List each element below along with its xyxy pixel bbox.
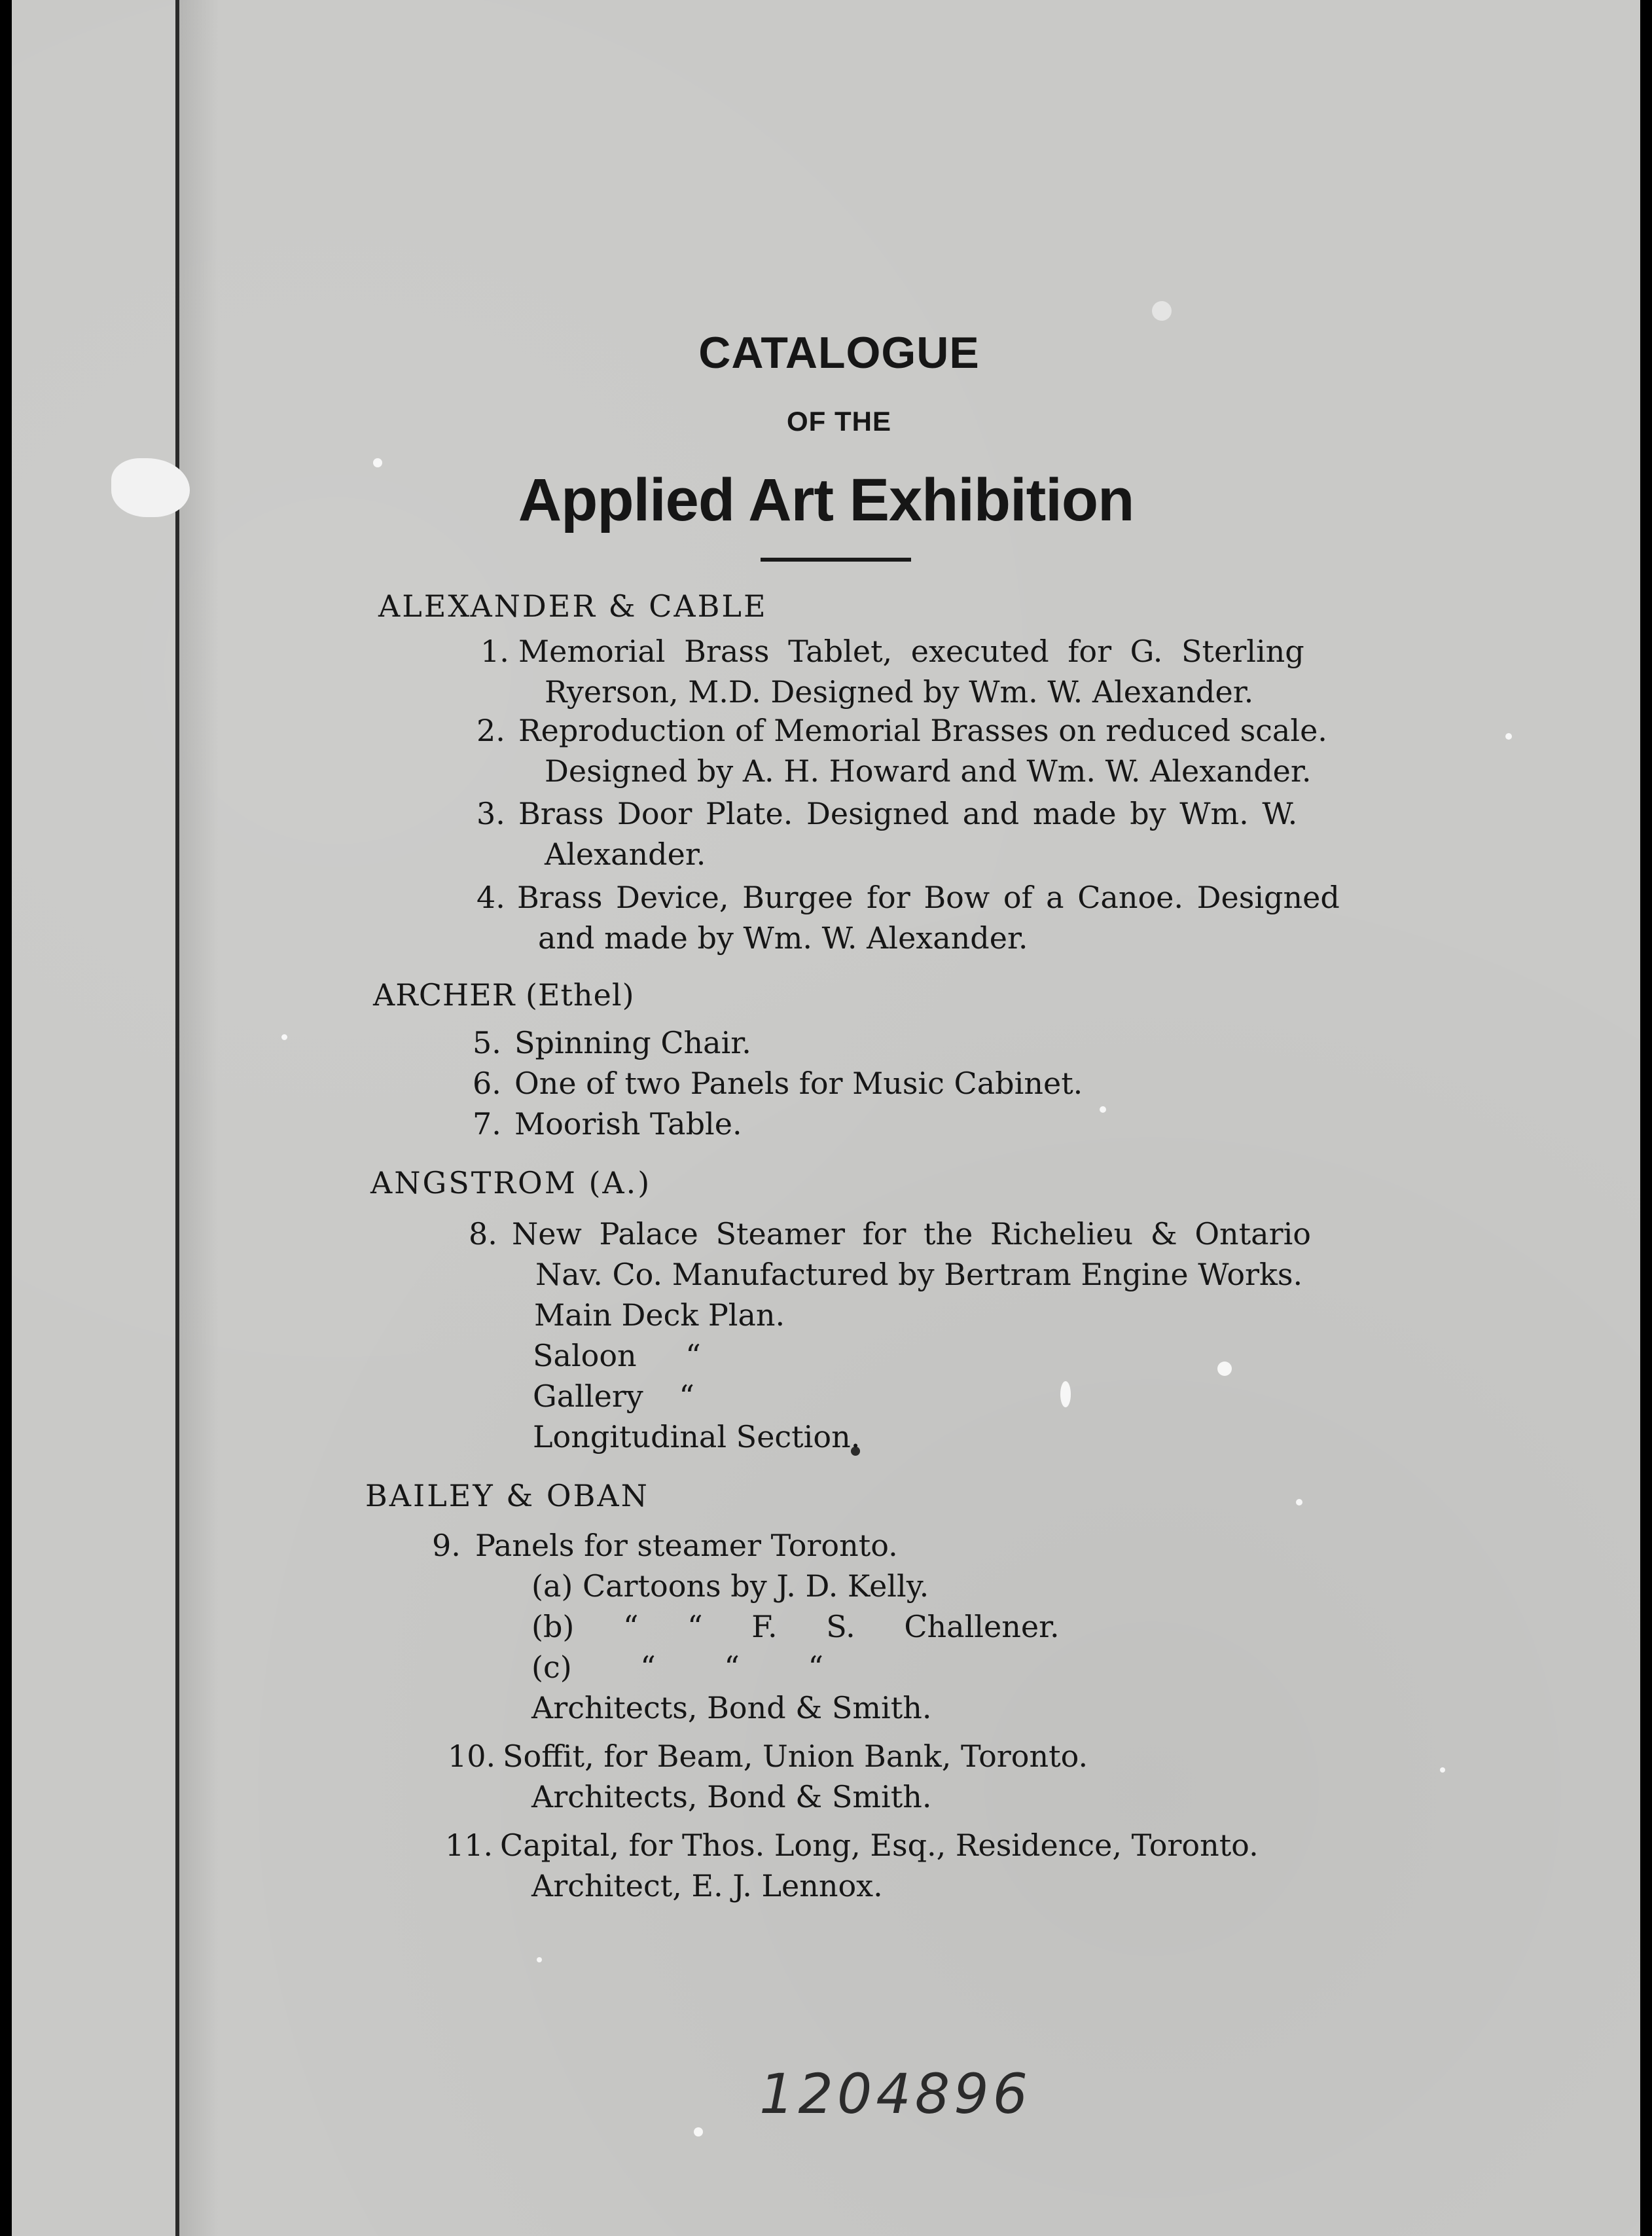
item-number: 6.: [473, 1066, 501, 1101]
exhibition-title: Applied Art Exhibition: [518, 467, 1134, 533]
section-heading: ANGSTROM (A.): [370, 1165, 652, 1200]
item-text: Nav. Co. Manufactured by Bertram Engine Works.: [535, 1257, 1303, 1292]
item-text: (b) “ “ F. S. Challener.: [531, 1609, 1060, 1644]
item-number: 3.: [476, 796, 505, 831]
item-text: Panels for steamer Toronto.: [475, 1528, 898, 1563]
item-text: Brass Door Plate. Designed and made by Wm. W.: [518, 796, 1298, 831]
item-text: Reproduction of Memorial Brasses on reduced scale.: [518, 713, 1327, 748]
item-number: 9.: [432, 1528, 461, 1563]
of-the-label: OF THE: [787, 406, 891, 437]
catalogue-title: CATALOGUE: [698, 328, 980, 378]
paper-speck: [537, 1957, 542, 1962]
item-number: 5.: [473, 1025, 501, 1060]
item-text: Alexander.: [545, 837, 706, 872]
item-number: 11.: [445, 1828, 494, 1863]
paper-speck: [1152, 301, 1172, 321]
item-text: and made by Wm. W. Alexander.: [538, 920, 1028, 956]
paper-speck: [1217, 1361, 1232, 1376]
item-text: Architects, Bond & Smith.: [531, 1690, 932, 1725]
section-heading: ALEXANDER & CABLE: [378, 588, 768, 624]
paper-speck: [694, 2127, 703, 2137]
item-text: Memorial Brass Tablet, executed for G. Sterling: [518, 634, 1304, 669]
item-text: Main Deck Plan.: [534, 1297, 785, 1333]
item-text: Architects, Bond & Smith.: [531, 1779, 932, 1814]
item-number: 8.: [469, 1216, 497, 1252]
section-heading: ARCHER (Ethel): [373, 977, 635, 1013]
item-number: 7.: [473, 1106, 501, 1142]
item-text: Longitudinal Section.: [533, 1419, 861, 1454]
item-text: Moorish Table.: [514, 1106, 742, 1142]
item-text: (c) “ “ “: [531, 1650, 824, 1685]
item-number: 4.: [476, 880, 505, 915]
paper-speck: [1060, 1381, 1071, 1407]
item-text: One of two Panels for Music Cabinet.: [514, 1066, 1083, 1101]
item-text: New Palace Steamer for the Richelieu & Ontario: [512, 1216, 1311, 1252]
item-text: Architect, E. J. Lennox.: [531, 1868, 883, 1903]
paper-speck: [1505, 733, 1512, 740]
paper-speck: [281, 1034, 287, 1040]
handwritten-accession-number: 1204896: [759, 2062, 1032, 2126]
item-text: Soffit, for Beam, Union Bank, Toronto.: [503, 1739, 1088, 1774]
item-text: Capital, for Thos. Long, Esq., Residence, Toronto.: [500, 1828, 1259, 1863]
section-heading: BAILEY & OBAN: [365, 1478, 649, 1513]
paper-speck: [1296, 1499, 1302, 1506]
title-divider: [761, 558, 911, 562]
item-text: Spinning Chair.: [514, 1025, 751, 1060]
item-number: 1.: [480, 634, 509, 669]
item-text: (a) Cartoons by J. D. Kelly.: [531, 1568, 929, 1604]
item-number: 2.: [476, 713, 505, 748]
paper-speck: [1100, 1106, 1106, 1113]
item-text: Brass Device, Burgee for Bow of a Canoe. Designed: [517, 880, 1340, 915]
item-text: Ryerson, M.D. Designed by Wm. W. Alexander.: [545, 674, 1254, 710]
paper-speck: [1440, 1767, 1445, 1773]
item-number: 10.: [448, 1739, 496, 1774]
item-text: Gallery “: [533, 1379, 694, 1414]
item-text: Designed by A. H. Howard and Wm. W. Alexander.: [545, 753, 1312, 789]
item-text: Saloon “: [533, 1338, 701, 1373]
